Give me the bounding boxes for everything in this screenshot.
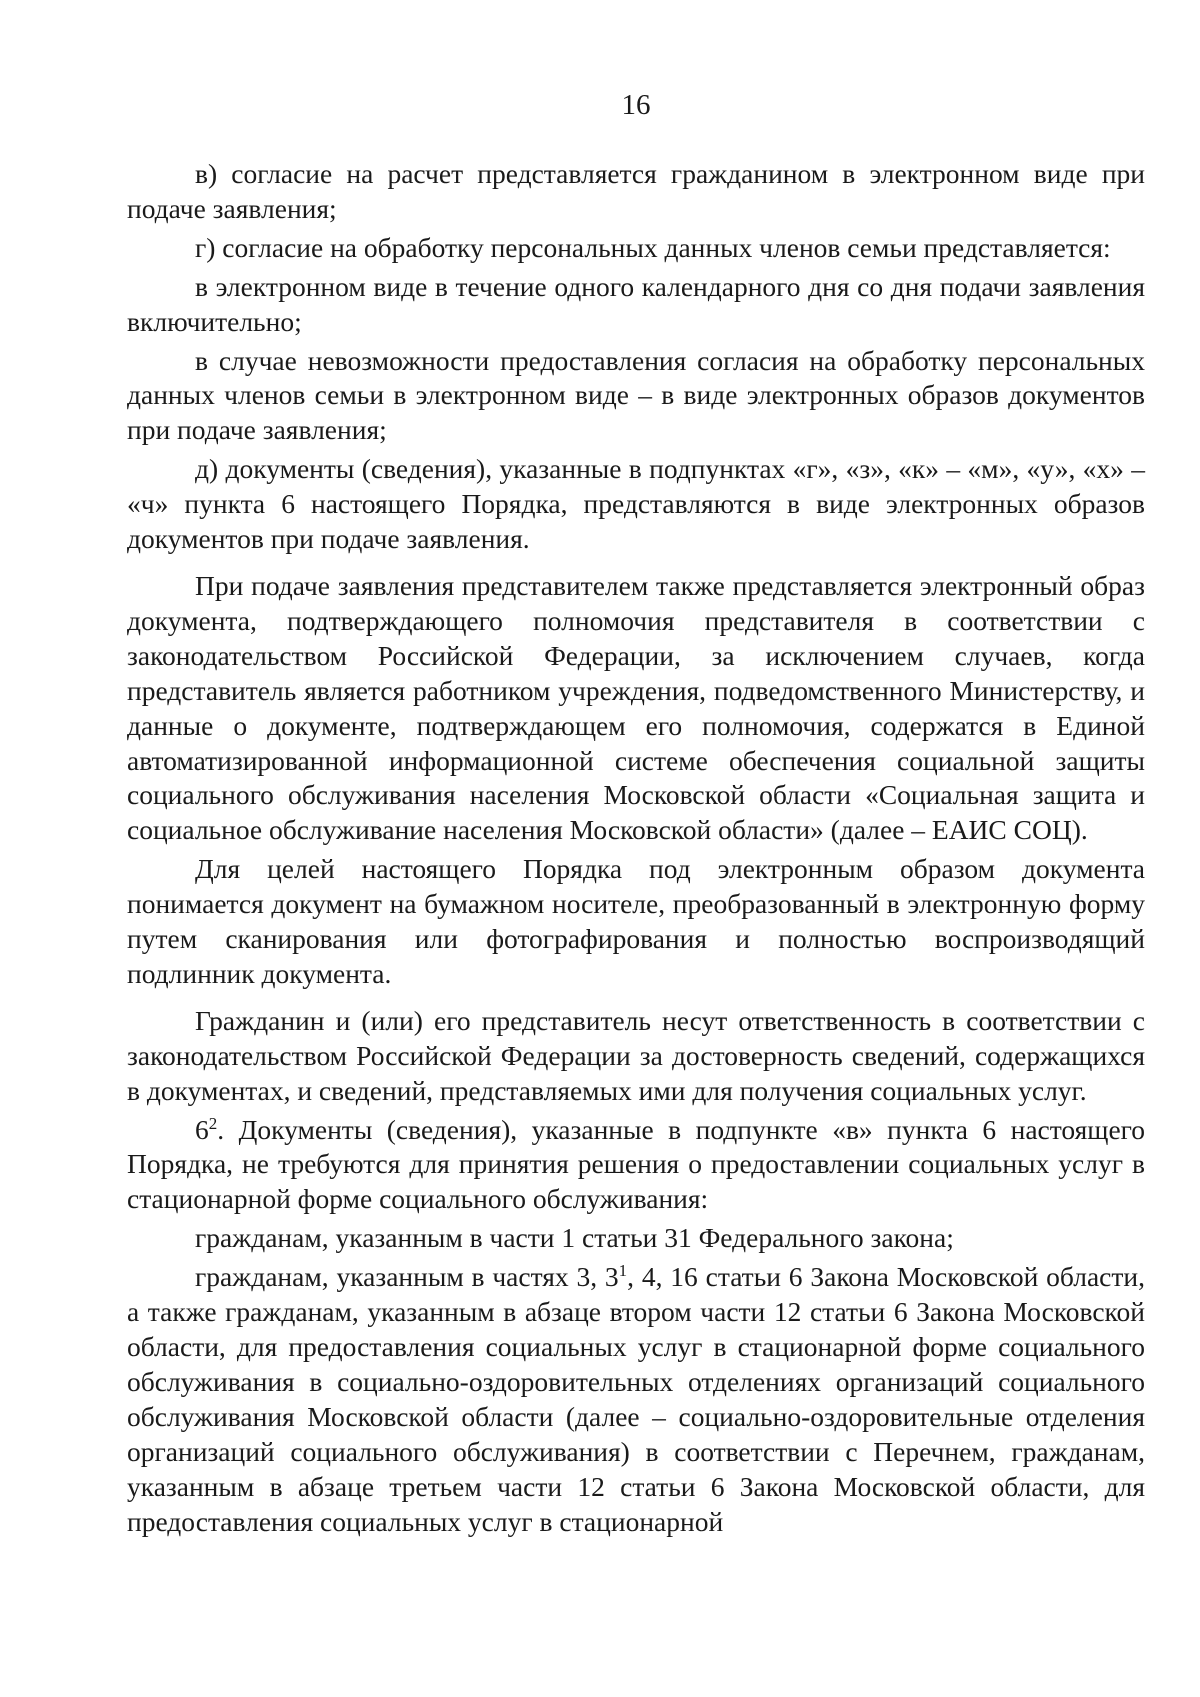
paragraph-citizens-regional-law: гражданам, указанным в частях 3, $3^1$, 4, 16 статьи 6 Закона Московской области, а также гражданам, указанным в абзаце втором части 12 статьи 6 Закона Московской области, для предоставления социальных услуг в стационарной форме социального обслуживания в социально-оздоровительных отделениях организаций социального обслуживания Московской области (далее – социально-оздоровительные отделения организаций социального обслуживания) в соответствии с Перечнем, гражданам, указанным в абзаце третьем части 12 статьи 6 Закона Московской области, для предоставления социальных услуг в стационарной bbox=[127, 1261, 1145, 1537]
part-superscript: 1 bbox=[618, 1261, 628, 1281]
page-number: 16 bbox=[621, 89, 651, 121]
paragraph-representative: При подаче заявления представителем также представляется электронный образ документа, подтверждающего полномочия представителя в соответствии с законодательством Российской Федерации, за исключением случаев, когда представитель является работником учреждения, подведомственного Министерству, и данные о документе, подтверждающем его полномочия, содержатся в Единой автоматизированной информационной системе обеспечения социальной защиты социального обслуживания населения Московской области «Социальная защита и социальное обслуживание населения Московской области» (далее – ЕАИС СОЦ). bbox=[127, 569, 1145, 846]
paragraph-consent-personal-data: г) согласие на обработку персональных данных членов семьи представляется: bbox=[195, 231, 1111, 263]
paragraph-impossibility-case: в случае невозможности предоставления согласия на обработку персональных данных членов семьи в электронном виде – в виде электронных образов документов при подаче заявления; bbox=[127, 344, 1145, 446]
paragraph-documents-subclauses: д) документы (сведения), указанные в подпунктах «г», «з», «к» – «м», «у», «х» – «ч» пункта 6 настоящего Порядка, представляются в виде электронных образов документов при подаче заявления. bbox=[127, 453, 1145, 555]
paragraph-responsibility: Гражданин и (или) его представитель несут ответственность в соответствии с законодательством Российской Федерации за достоверность сведений, содержащихся в документах, и сведений, представляемых ими для получения социальных услуг. bbox=[127, 1004, 1145, 1106]
paragraph-electronic-image-definition: Для целей настоящего Порядка под электронным образом документа понимается документ на бумажном носителе, преобразованный в электронную форму путем сканирования или фотографирования и полностью воспроизводящий подлинник документа. bbox=[127, 853, 1145, 989]
clause-number: $6^2$ bbox=[195, 1113, 218, 1145]
paragraph-consent-calculation: в) согласие на расчет представляется гражданином в электронном виде при подаче заявления; bbox=[127, 158, 1145, 224]
paragraph-citizens-federal-law: гражданам, указанным в части 1 статьи 31 Федерального закона; bbox=[195, 1222, 954, 1254]
clause-superscript: 2 bbox=[208, 1113, 218, 1133]
paragraph-clause-6-2 bbox=[127, 1113, 1145, 1218]
clause-text: . Документы (сведения), указанные в подпункте «в» пункта 6 настоящего Порядка, не требуются для принятия решения о предоставлении социальных услуг в стационарной форме социального обслуживания: bbox=[127, 1113, 1145, 1215]
document-body bbox=[127, 157, 1145, 1539]
paragraph-electronic-form: в электронном виде в течение одного календарного дня со дня подачи заявления включительно; bbox=[127, 270, 1145, 337]
